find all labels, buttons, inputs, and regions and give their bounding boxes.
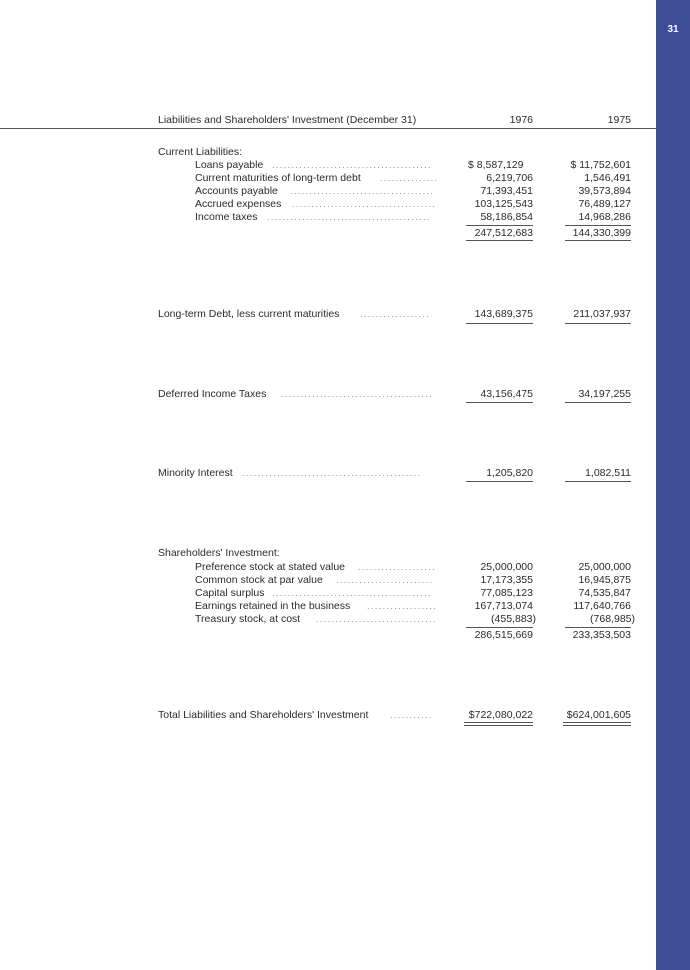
line-item-label: Treasury stock, at cost [195, 613, 301, 625]
dot-leader: .................. [360, 309, 431, 319]
line-item-1975: 16,945,875 [578, 574, 631, 586]
total-rule [466, 402, 533, 403]
line-item-1975: 25,000,000 [578, 561, 631, 573]
line-item-1976: 25,000,000 [480, 561, 533, 573]
total-rule [565, 402, 631, 403]
dot-leader: ........... [390, 710, 433, 720]
line-item-1975: $ 11,752,601 [570, 159, 631, 171]
line-item-1976: 58,186,854 [480, 211, 533, 223]
grand-total-label: Total Liabilities and Shareholders' Investment [158, 709, 369, 721]
dot-leader: ............... [380, 173, 439, 183]
minority-interest-1975: 1,082,511 [585, 467, 631, 479]
line-item-1976: 71,393,451 [480, 185, 533, 197]
line-item-1975: (768,985) [590, 613, 635, 625]
line-item-1976: 77,085,123 [480, 587, 533, 599]
total-rule [565, 481, 631, 482]
dot-leader: ......................................... [272, 160, 432, 170]
subtotal-rule [565, 627, 631, 628]
long-term-debt-label: Long-term Debt, less current maturities [158, 308, 340, 320]
double-rule [563, 722, 631, 726]
shareholders-investment-heading: Shareholders' Investment: [158, 547, 280, 559]
double-rule [464, 722, 533, 726]
line-item-1976: 6,219,706 [486, 172, 533, 184]
current-liabilities-heading: Current Liabilities: [158, 146, 243, 158]
page-number: 31 [667, 24, 679, 35]
line-item-1975: 39,573,894 [578, 185, 631, 197]
long-term-debt-1976: 143,689,375 [474, 308, 533, 320]
dot-leader: ..................................... [292, 199, 437, 209]
dot-leader: ............................... [316, 614, 437, 624]
deferred-taxes-1975: 34,197,255 [578, 388, 631, 400]
current-liabilities-total-1976: 247,512,683 [474, 227, 533, 239]
dot-leader: ......................... [336, 575, 434, 585]
grand-total-1976: $722,080,022 [468, 709, 533, 721]
dot-leader: ....................................... [281, 389, 434, 399]
year-1975-header: 1975 [607, 114, 631, 126]
total-rule [466, 323, 533, 324]
total-rule [466, 240, 533, 241]
deferred-taxes-label: Deferred Income Taxes [158, 388, 267, 400]
dot-leader: .................. [367, 601, 438, 611]
dot-leader: ......................................... [272, 588, 432, 598]
line-item-1976: 167,713,074 [474, 600, 533, 612]
long-term-debt-1975: 211,037,937 [573, 308, 631, 320]
statement-title: Liabilities and Shareholders' Investment (December 31) [158, 114, 417, 126]
subtotal-rule [466, 627, 533, 628]
shareholders-investment-total-1975: 233,353,503 [572, 629, 631, 641]
grand-total-1975: $624,001,605 [566, 709, 631, 721]
subtotal-rule [565, 225, 631, 226]
line-item-1976: (455,883) [491, 613, 536, 625]
side-tab [656, 0, 690, 970]
minority-interest-1976: 1,205,820 [486, 467, 533, 479]
line-item-1975: 117,640,766 [573, 600, 631, 612]
line-item-1976: $ 8,587,129 [468, 159, 524, 171]
line-item-label: Loans payable [195, 159, 264, 171]
header-rule [0, 128, 656, 129]
subtotal-rule [466, 225, 533, 226]
line-item-label: Current maturities of long-term debt [195, 172, 361, 184]
line-item-label: Earnings retained in the business [195, 600, 351, 612]
line-item-1975: 1,546,491 [584, 172, 631, 184]
line-item-label: Preference stock at stated value [195, 561, 345, 573]
total-rule [565, 240, 631, 241]
line-item-1975: 74,535,847 [578, 587, 631, 599]
line-item-label: Accounts payable [195, 185, 278, 197]
minority-interest-label: Minority Interest [158, 467, 233, 479]
total-rule [466, 481, 533, 482]
dot-leader: .................... [358, 562, 437, 572]
dot-leader: ..................................... [290, 186, 435, 196]
line-item-1976: 17,173,355 [480, 574, 533, 586]
shareholders-investment-total-1976: 286,515,669 [474, 629, 533, 641]
line-item-label: Capital surplus [195, 587, 265, 599]
line-item-label: Accrued expenses [195, 198, 282, 210]
line-item-1976: 103,125,543 [474, 198, 533, 210]
dot-leader: .......................................... [267, 212, 431, 222]
total-rule [565, 323, 631, 324]
line-item-1975: 14,968,286 [578, 211, 631, 223]
line-item-1975: 76,489,127 [578, 198, 631, 210]
line-item-label: Common stock at par value [195, 574, 323, 586]
line-item-label: Income taxes [195, 211, 258, 223]
year-1976-header: 1976 [509, 114, 533, 126]
current-liabilities-total-1975: 144,330,399 [572, 227, 631, 239]
dot-leader: .............................................. [242, 468, 422, 478]
deferred-taxes-1976: 43,156,475 [480, 388, 533, 400]
